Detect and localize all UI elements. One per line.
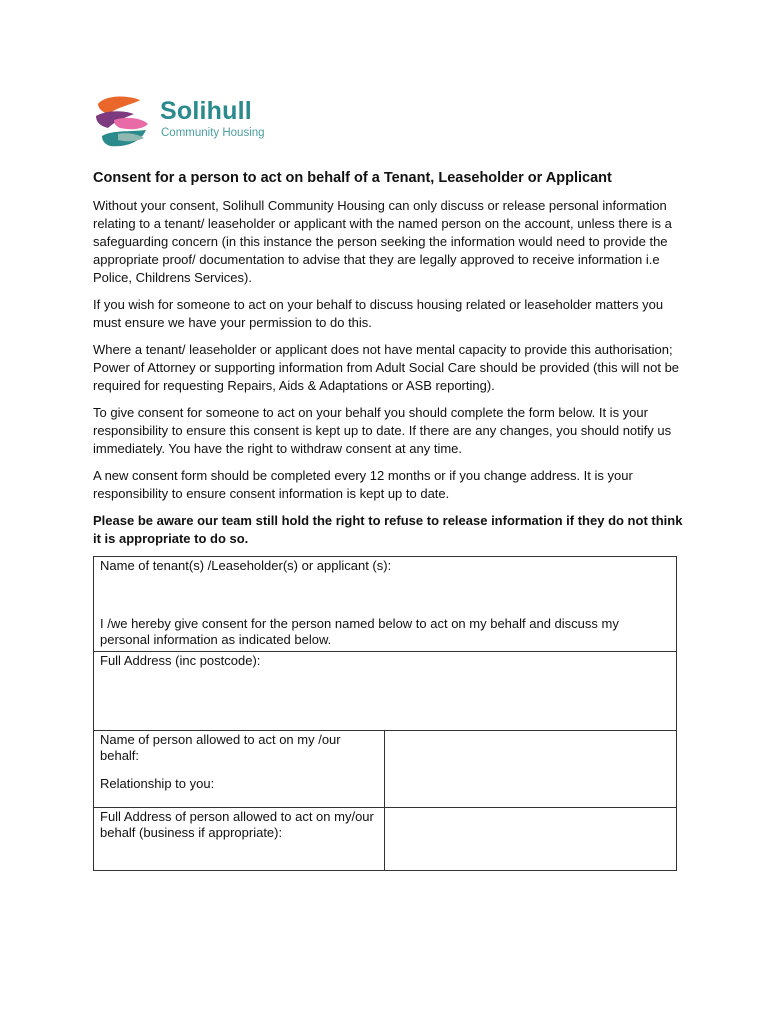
paragraph-consent-intro: Without your consent, Solihull Community Housing can only discuss or release personal information relating to a tenant/ leaseholder or applicant with the named person on the account, unless there is a safeguarding concern (in this instance the person seeking the information would need to provide the appropriate proof/ documentation to advise that they are legally approved to receive information i.e Police, Childrens Services). [93,198,672,285]
paragraph-renewal: A new consent form should be completed every 12 months or if you change address. It is your responsibility to ensure consent information is kept up to date. [93,468,633,501]
person-name-cell [94,731,385,808]
person-address-input-cell[interactable] [385,808,677,871]
person-name-label: Name of person allowed to act on my /our behalf: [100,732,341,763]
document-body [93,168,683,871]
tenant-name-cell[interactable] [94,557,677,652]
solihull-logo-mark-icon [94,94,152,150]
paragraph-permission: If you wish for someone to act on your behalf to discuss housing related or leaseholder matters you must ensure we have your permission to do this. [93,297,664,330]
address-cell[interactable] [94,652,677,731]
brand-subtitle: Community Housing [161,127,265,139]
brand-name: Solihull [160,97,252,125]
warning-text: Please be aware our team still hold the right to refuse to release information if they do not think it is appropriate to do so. [93,513,683,546]
tenant-name-label: Name of tenant(s) /Leaseholder(s) or applicant (s): [100,558,392,573]
document-title: Consent for a person to act on behalf of a Tenant, Leaseholder or Applicant [93,170,612,186]
relationship-label: Relationship to you: [100,776,215,791]
address-label: Full Address (inc postcode): [100,653,261,668]
consent-form-table [93,556,677,871]
paragraph-give-consent: To give consent for someone to act on your behalf you should complete the form below. It is your responsibility to ensure this consent is kept up to date. If there are any changes, you should notify us immediately. You have the right to withdraw consent at any time. [93,405,672,456]
solihull-logo [94,94,284,150]
person-address-cell [94,808,385,871]
consent-statement: I /we hereby give consent for the person named below to act on my behalf and discuss my personal information as indicated below. [100,616,619,647]
paragraph-mental-capacity: Where a tenant/ leaseholder or applicant does not have mental capacity to provide this authorisation; Power of Attorney or supporting information from Adult Social Care should be provided (this will not be required for requesting Repairs, Aids & Adaptations or ASB reporting). [93,342,680,393]
person-name-input-cell[interactable] [385,731,677,808]
person-address-label: Full Address of person allowed to act on my/our behalf (business if appropriate): [100,809,374,840]
